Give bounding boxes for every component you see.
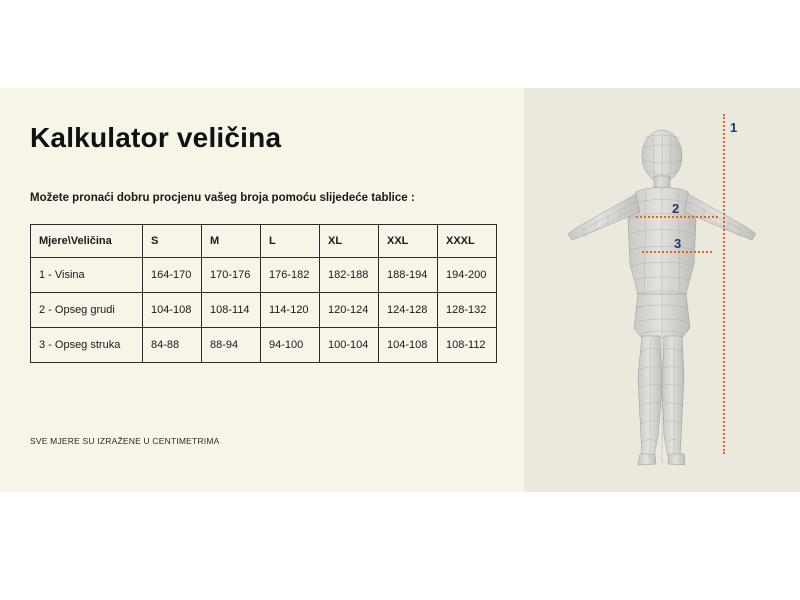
table-cell: 84-88 — [143, 328, 202, 363]
table-cell: 170-176 — [202, 258, 261, 293]
size-chart-illustration-panel — [524, 88, 800, 492]
chest-guide-line — [636, 216, 718, 218]
units-footnote: SVE MJERE SU IZRAŽENE U CENTIMETRIMA — [30, 436, 220, 446]
table-cell: 88-94 — [202, 328, 261, 363]
instruction-text: Možete pronaći dobru procjenu vašeg broja pomoću slijedeće tablice : — [30, 192, 415, 204]
table-cell: 124-128 — [379, 293, 438, 328]
table-header-row — [31, 225, 497, 258]
table-header-cell: M — [202, 225, 261, 258]
table-row — [31, 328, 497, 363]
mannequin-front-view-icon — [524, 88, 800, 492]
marker-label-2: 2 — [672, 201, 680, 216]
table-cell: 120-124 — [320, 293, 379, 328]
row-label: 3 - Opseg struka — [31, 328, 143, 363]
table-cell: 114-120 — [261, 293, 320, 328]
table-header-cell: XXL — [379, 225, 438, 258]
table-header-cell: XL — [320, 225, 379, 258]
table-cell: 182-188 — [320, 258, 379, 293]
row-label: 1 - Visina — [31, 258, 143, 293]
table-cell: 188-194 — [379, 258, 438, 293]
table-header-cell: Mjere\Veličina — [31, 225, 143, 258]
table-row — [31, 258, 497, 293]
table-cell: 104-108 — [379, 328, 438, 363]
size-chart-banner — [0, 88, 800, 492]
height-guide-line — [723, 114, 725, 454]
table-cell: 176-182 — [261, 258, 320, 293]
table-cell: 128-132 — [438, 293, 497, 328]
marker-label-3: 3 — [674, 236, 682, 251]
table-cell: 194-200 — [438, 258, 497, 293]
table-cell: 104-108 — [143, 293, 202, 328]
table-header-cell: L — [261, 225, 320, 258]
size-table — [30, 224, 497, 363]
table-cell: 100-104 — [320, 328, 379, 363]
row-label: 2 - Opseg grudi — [31, 293, 143, 328]
marker-label-1: 1 — [730, 120, 738, 135]
table-cell: 108-114 — [202, 293, 261, 328]
page-title: Kalkulator veličina — [30, 122, 282, 153]
table-cell: 108-112 — [438, 328, 497, 363]
size-chart-text-panel — [0, 88, 524, 492]
table-row — [31, 293, 497, 328]
mannequin-figure — [524, 88, 800, 492]
table-header-cell: XXXL — [438, 225, 497, 258]
table-cell: 94-100 — [261, 328, 320, 363]
table-header-cell: S — [143, 225, 202, 258]
table-cell: 164-170 — [143, 258, 202, 293]
waist-guide-line — [642, 251, 712, 253]
